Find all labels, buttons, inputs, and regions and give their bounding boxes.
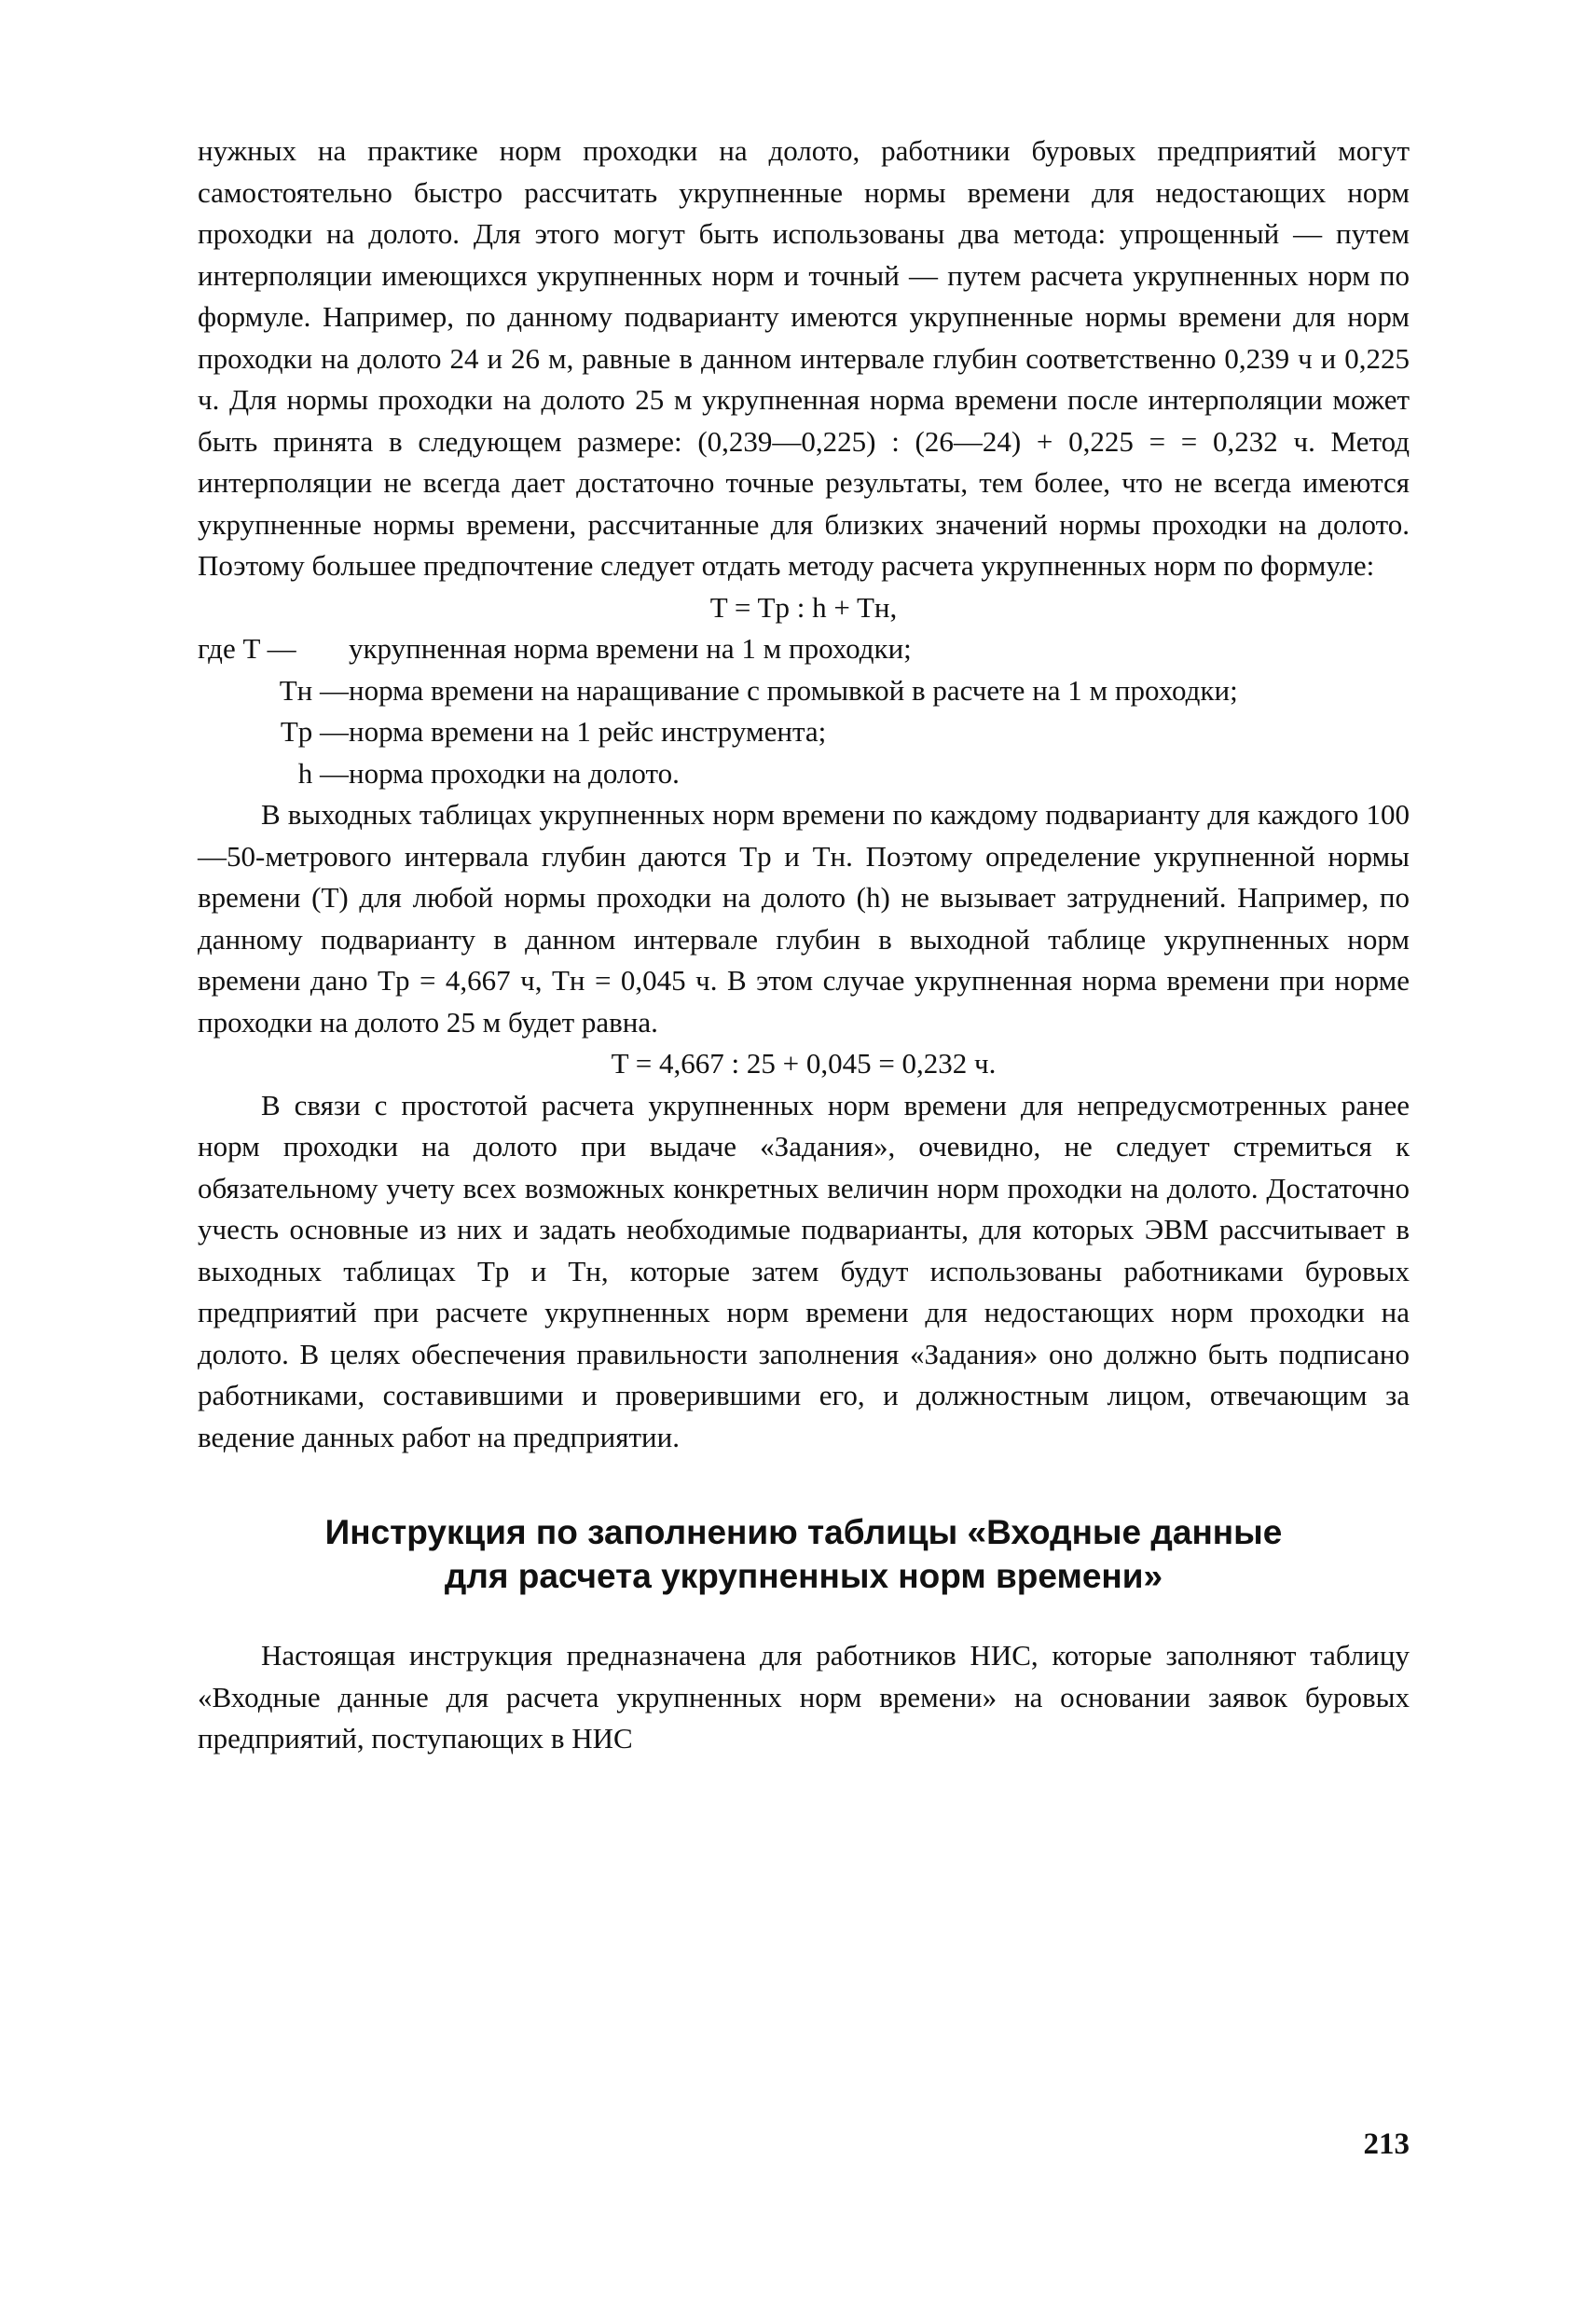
definition-item: h — норма проходки на долото. [297,756,680,790]
definitions-list [198,628,1410,794]
page-number: 213 [1363,2127,1410,2161]
section-heading-line-1: Инструкция по заполнению таблицы «Входные данные [324,1513,1283,1551]
definition-text: норма проходки на долото. [349,756,680,790]
section-heading-line-2: для расчета укрупненных норм времени» [444,1557,1163,1595]
definition-item: Tн — норма времени на наращивание с промывкой в расчете на 1 м проходки; [279,673,1238,707]
definition-term: где T [198,632,260,665]
definition-item: Tр — норма времени на 1 рейс инструмента; [280,715,827,748]
definition-text: норма времени на наращивание с промывкой в расчете на 1 м проходки; [349,673,1238,707]
page-content [198,131,1410,1760]
definition-item: где T — укрупненная норма времени на 1 м проходки; [198,632,912,665]
definition-text: норма времени на 1 рейс инструмента; [349,715,827,748]
paragraph-3: В связи с простотой расчета укрупненных норм времени для непредусмотренных ранее норм проходки на долото при выдаче «Задания», очевидно, не следует стремиться к обязательному учету всех возможных конкретных величин норм проходки на долото. Достаточно учесть основные из них и задать необходимые подварианты, для которых ЭВМ рассчитывает в выходных таблицах Tр и Tн, которые затем будут использованы работниками буровых предприятий при расчете укрупненных норм времени для недостающих норм проходки на долото. В целях обеспечения правильности заполнения «Задания» оно должно быть подписано работниками, составившими и проверившими его, и должностным лицом, отвечающим за ведение данных работ на предприятии. [198,1088,1410,1453]
definition-term: Tн [279,673,313,707]
formula-example: T = 4,667 : 25 + 0,045 = 0,232 ч. [611,1047,997,1080]
paragraph-2: В выходных таблицах укрупненных норм времени по каждому подварианту для каждого 100—50-метрового интервала глубин даются Tр и Tн. Поэтому определение укрупненной нормы времени (T) для любой нормы проходки на долото (h) не вызывает затруднений. Например, по данному подварианту в данном интервале глубин в выходной таблице укрупненных норм времени дано Tр = 4,667 ч, Tн = 0,045 ч. В этом случае укрупненная норма времени при норме проходки на долото 25 м будет равна. [198,798,1410,1039]
paragraph-4: Настоящая инструкция предназначена для работников НИС, которые заполняют таблицу «Входные данные для расчета укрупненных норм времени» на основании заявок буровых предприятий, поступающих в НИС [198,1639,1410,1755]
definition-term: h [297,756,313,790]
paragraph-1: нужных на практике норм проходки на долото, работники буровых предприятий могут самостоятельно быстро рассчитать укрупненные нормы времени для недостающих норм проходки на долото. Для этого могут быть использованы два метода: упрощенный — путем интерполяции имеющихся укрупненных норм и точный — путем расчета укрупненных норм по формуле. Например, по данному подварианту имеются укрупненные нормы времени для норм проходки на долото 24 и 26 м, равные в данном интервале глубин соответственно 0,239 ч и 0,225 ч. Для нормы проходки на долото 25 м укрупненная норма времени после интерполяции может быть принята в следующем размере: (0,239—0,225) : (26—24) + 0,225 = = 0,232 ч. Метод интерполяции не всегда дает достаточно точные результаты, тем более, что не всегда имеются укрупненные нормы времени, рассчитанные для близких значений нормы проходки на долото. Поэтому большее предпочтение следует отдать методу расчета укрупненных норм по формуле: [198,134,1410,582]
definition-term: Tр [280,715,313,748]
section-heading [198,1510,1410,1598]
formula-t: T = Tр : h + Tн, [709,590,898,624]
definition-text: укрупненная норма времени на 1 м проходки; [349,632,912,665]
